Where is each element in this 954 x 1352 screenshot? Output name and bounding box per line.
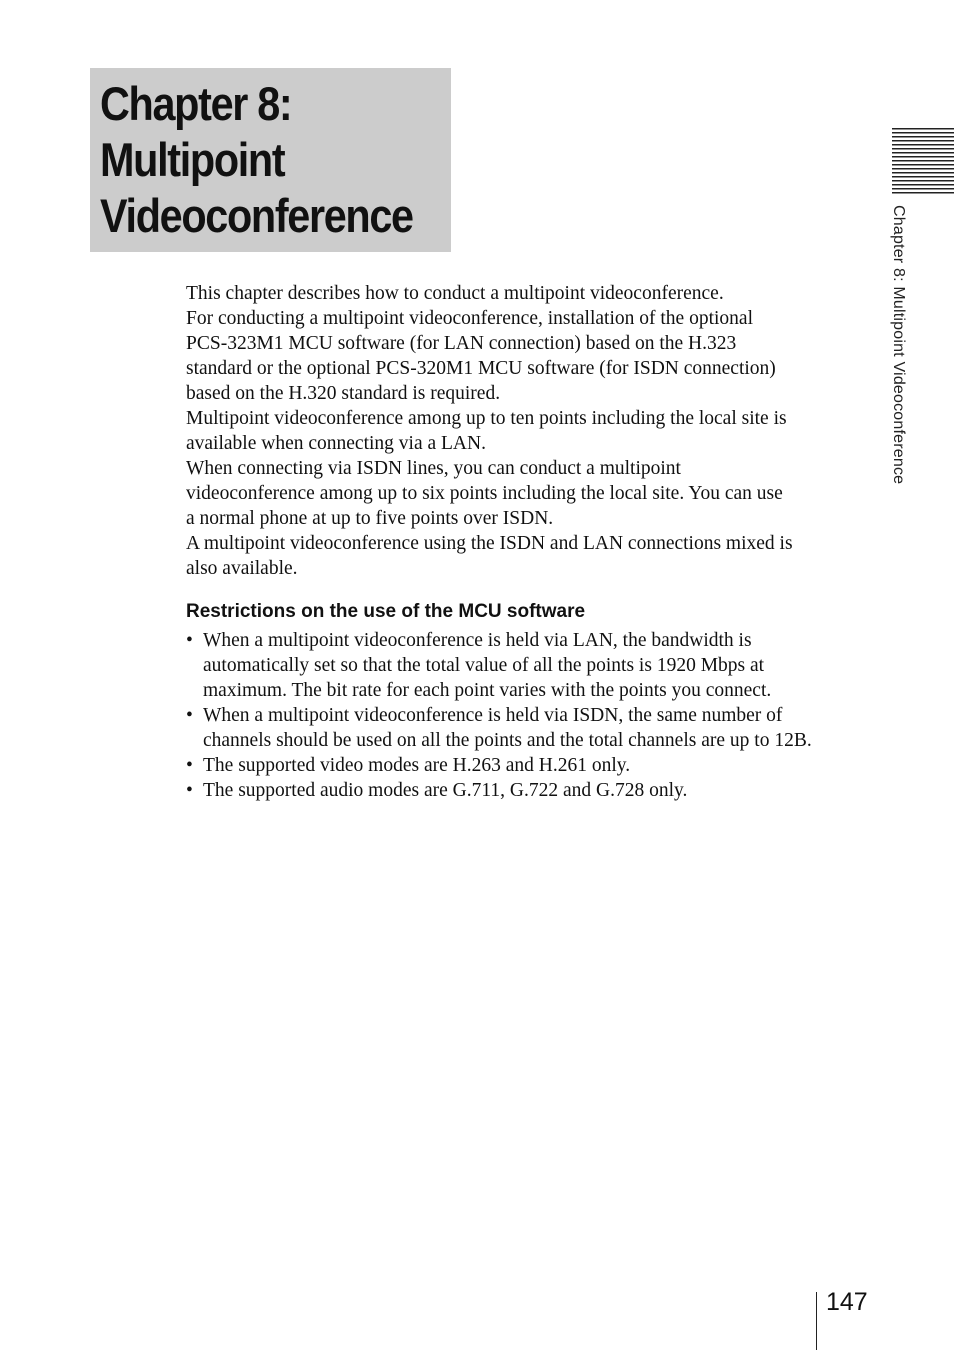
chapter-tab-stripes [892,128,954,194]
intro-text [186,281,866,581]
intro-line: a normal phone at up to five points over ISDN. [186,508,554,529]
list-item-line: The supported video modes are H.263 and H.261 only. [203,755,631,776]
list-item-line: maximum. The bit rate for each point varies with the points you connect. [203,680,772,701]
intro-line: For conducting a multipoint videoconference, installation of the optional [186,308,753,329]
restrictions-heading: Restrictions on the use of the MCU software [186,601,586,622]
chapter-title-box [90,68,451,252]
bullet-icon: • [186,630,193,651]
list-item-line: The supported audio modes are G.711, G.722 and G.728 only. [203,780,688,801]
intro-line: also available. [186,558,298,579]
list-item-line: When a multipoint videoconference is held via ISDN, the same number of [203,705,783,726]
intro-line: When connecting via ISDN lines, you can conduct a multipoint [186,458,681,479]
intro-line: Multipoint videoconference among up to ten points including the local site is [186,408,787,429]
side-chapter-label: Chapter 8: Multipoint Videoconference [890,205,907,485]
bullet-icon: • [186,755,193,776]
intro-line: available when connecting via a LAN. [186,433,486,454]
restrictions-list [186,628,866,803]
intro-line: A multipoint videoconference using the ISDN and LAN connections mixed is [186,533,793,554]
list-item [186,778,866,803]
chapter-title-line: Videoconference [100,189,413,242]
page-number-divider [816,1292,817,1350]
main-content [186,281,866,803]
list-item-line: automatically set so that the total value of all the points is 1920 Mbps at [203,655,765,676]
chapter-title-line: Chapter 8: [100,77,292,130]
list-item [186,753,866,778]
bullet-icon: • [186,780,193,801]
intro-line: standard or the optional PCS-320M1 MCU software (for ISDN connection) [186,358,776,379]
list-item-line: channels should be used on all the points and the total channels are up to 12B. [203,730,812,751]
chapter-title-line: Multipoint [100,133,285,186]
page-number: 147 [826,1288,868,1316]
intro-line: videoconference among up to six points including the local site. You can use [186,483,783,504]
intro-line: This chapter describes how to conduct a multipoint videoconference. [186,283,724,304]
list-item-line: When a multipoint videoconference is held via LAN, the bandwidth is [203,630,752,651]
intro-line: PCS-323M1 MCU software (for LAN connection) based on the H.323 [186,333,737,354]
chapter-title [100,76,413,244]
list-item [186,628,866,703]
list-item [186,703,866,753]
bullet-icon: • [186,705,193,726]
intro-line: based on the H.320 standard is required. [186,383,501,404]
